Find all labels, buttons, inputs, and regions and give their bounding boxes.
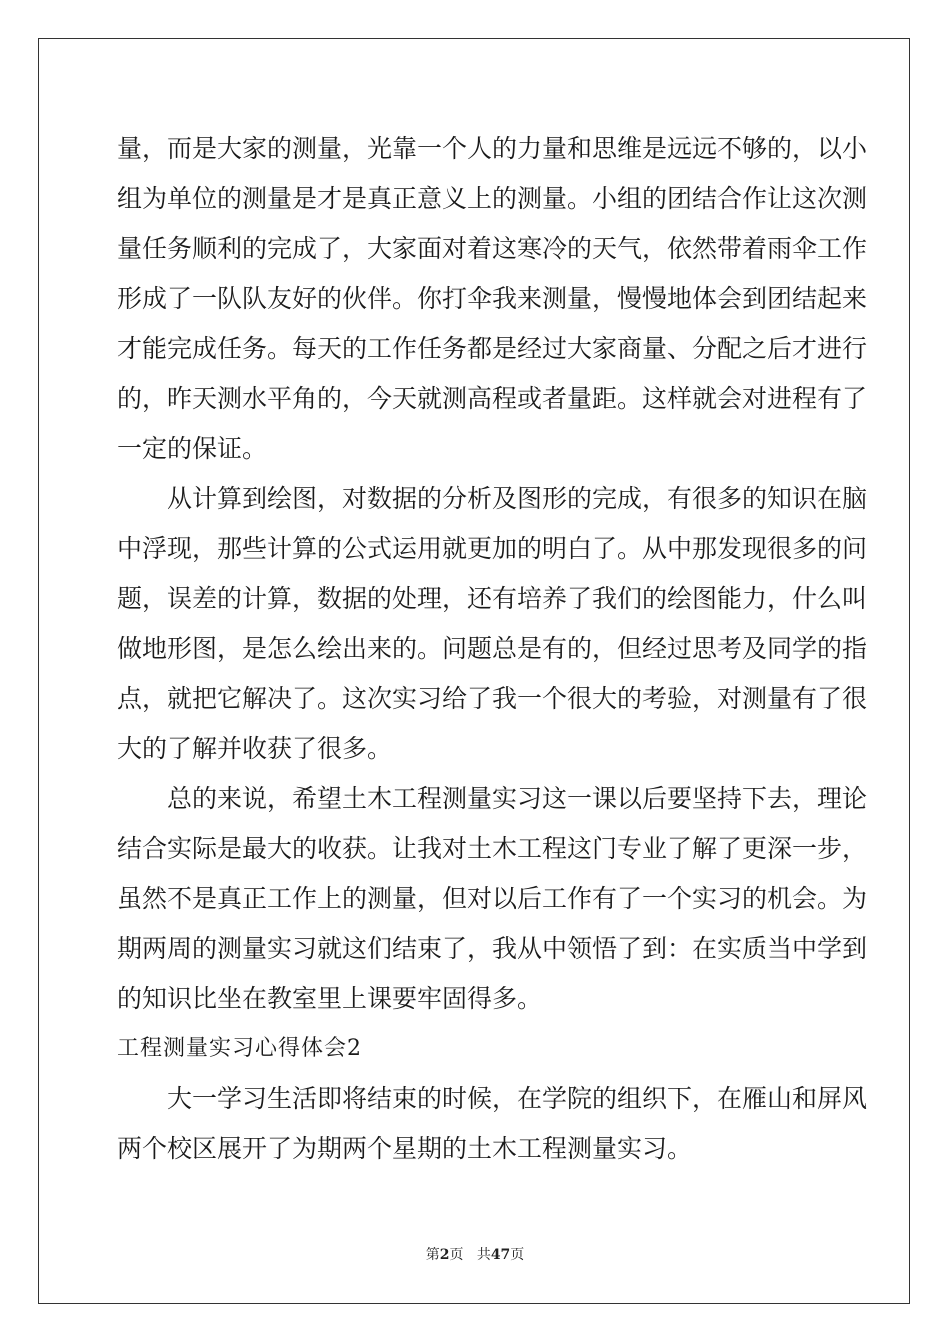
page-suffix: 页 — [449, 1247, 464, 1263]
page-footer — [0, 1244, 950, 1264]
text-line: 的知识比坐在教室里上课要牢固得多。 — [117, 984, 543, 1013]
text-line: 才能完成任务。每天的工作任务都是经过大家商量、分配之后才进行 — [117, 334, 868, 363]
section-heading: 工程测量实习心得体会2 — [117, 1036, 362, 1061]
text-line: 虽然不是真正工作上的测量，但对以后工作有了一个实习的机会。为 — [117, 884, 868, 913]
text-line: 两个校区展开了为期两个星期的土木工程测量实习。 — [117, 1134, 693, 1163]
total-pages: 47 — [490, 1247, 511, 1263]
text-line: 题，误差的计算，数据的处理，还有培养了我们的绘图能力，什么叫 — [117, 584, 868, 613]
text-line: 大的了解并收获了很多。 — [117, 734, 393, 763]
text-line: 点，就把它解决了。这次实习给了我一个很大的考验，对测量有了很 — [117, 684, 868, 713]
text-line: 中浮现，那些计算的公式运用就更加的明白了。从中那发现很多的问 — [117, 534, 868, 563]
text-line: 量，而是大家的测量，光靠一个人的力量和思维是远远不够的，以小 — [117, 134, 868, 163]
text-line: 形成了一队队友好的伙伴。你打伞我来测量，慢慢地体会到团结起来 — [117, 284, 868, 313]
text-line: 总的来说，希望土木工程测量实习这一课以后要坚持下去，理论 — [167, 784, 868, 813]
text-line: 大一学习生活即将结束的时候，在学院的组织下，在雁山和屏风 — [167, 1084, 868, 1113]
text-line: 做地形图，是怎么绘出来的。问题总是有的，但经过思考及同学的指 — [117, 634, 868, 663]
text-line: 组为单位的测量是才是真正意义上的测量。小组的团结合作让这次测 — [117, 184, 868, 213]
text-line: 一定的保证。 — [117, 434, 268, 463]
text-line: 从计算到绘图，对数据的分析及图形的完成，有很多的知识在脑 — [167, 484, 868, 513]
total-suffix: 页 — [510, 1247, 525, 1263]
page-prefix: 第 — [425, 1247, 440, 1263]
document-body — [117, 124, 868, 1174]
text-line: 结合实际是最大的收获。让我对土木工程这门专业了解了更深一步， — [117, 834, 868, 863]
text-line: 量任务顺利的完成了，大家面对着这寒冷的天气，依然带着雨伞工作 — [117, 234, 868, 263]
page-number: 2 — [439, 1247, 450, 1263]
text-line: 期两周的测量实习就这们结束了，我从中领悟了到：在实质当中学到 — [117, 934, 868, 963]
text-line: 的，昨天测水平角的，今天就测高程或者量距。这样就会对进程有了 — [117, 384, 868, 413]
total-prefix: 共 — [476, 1247, 491, 1263]
